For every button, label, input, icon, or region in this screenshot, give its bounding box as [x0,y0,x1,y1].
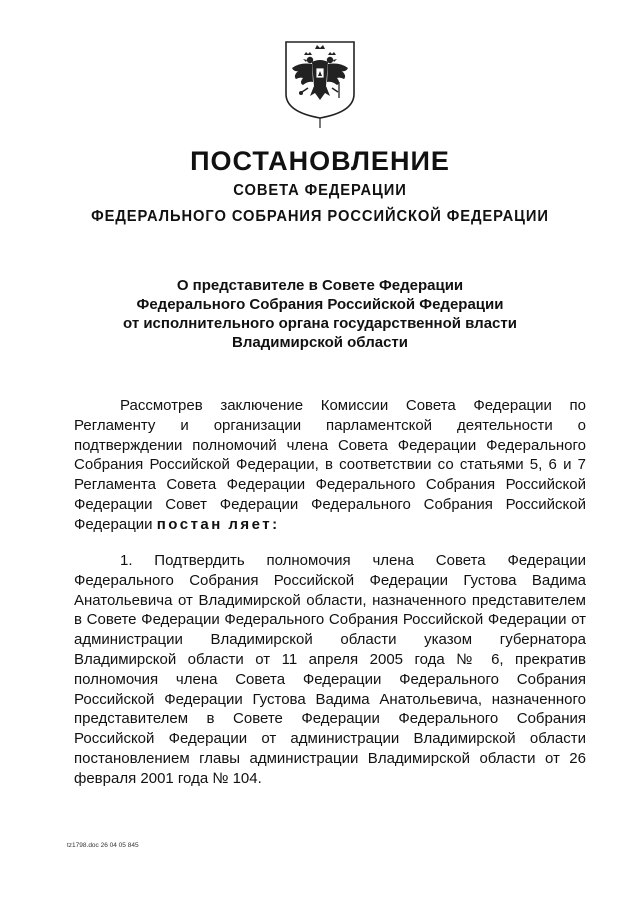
item-1-paragraph: 1. Подтвердить полномочия члена Совета Федерации Федерального Собрания Российской Федерации Густова Вадима Анатольевича от Владимирской области, назначенного представителем в Совете Федерации Федерального Собрания Российской Федерации от администрации Владимирской области указом губернатора Владимирской области от 11 апреля 2005 года № 6, прекратив полномочия члена Совета Федерации Федерального Собрания Российской Федерации Густова Вадима Анатольевича, назначенного представителем в Совете Федерации Федерального Собрания Российской Федерации от администрации Владимирской области постановлением главы администрации Владимирской области от 26 февраля 2001 года № 104. [74,552,586,787]
decree-word: постан ляет: [156,515,280,533]
subject-line: Владимирской области [232,334,408,351]
issuer-line-2: ФЕДЕРАЛЬНОГО СОБРАНИЯ РОССИЙСКОЙ ФЕДЕРАЦИИ [91,208,549,225]
preamble-text: Рассмотрев заключение Комиссии Совета Федерации по Регламенту и организации парламентской деятельности о подтверждении полномочий члена Совета Федерации Федерального Собрания Российской Федерации, в соответствии со статьями 5, 6 и 7 Регламента Совета Федерации Федерального Собрания Российской Федерации Совет Федерации Федерального Собрания Российской Федерации [74,397,586,533]
coat-of-arms-icon [282,38,358,130]
document-subject [0,276,640,352]
double-headed-eagle-icon [282,38,358,130]
file-reference: tz1798.doc 26 04 05 845 [67,842,139,849]
document-title: ПОСТАНОВЛЕНИЕ [190,146,450,176]
preamble-paragraph [74,396,586,535]
issuer-line-1: СОВЕТА ФЕДЕРАЦИИ [233,182,407,199]
subject-line: Федерального Собрания Российской Федерации [136,296,504,313]
subject-line: О представителе в Совете Федерации [176,277,464,294]
subject-line: от исполнительного органа государственной власти [123,315,517,332]
